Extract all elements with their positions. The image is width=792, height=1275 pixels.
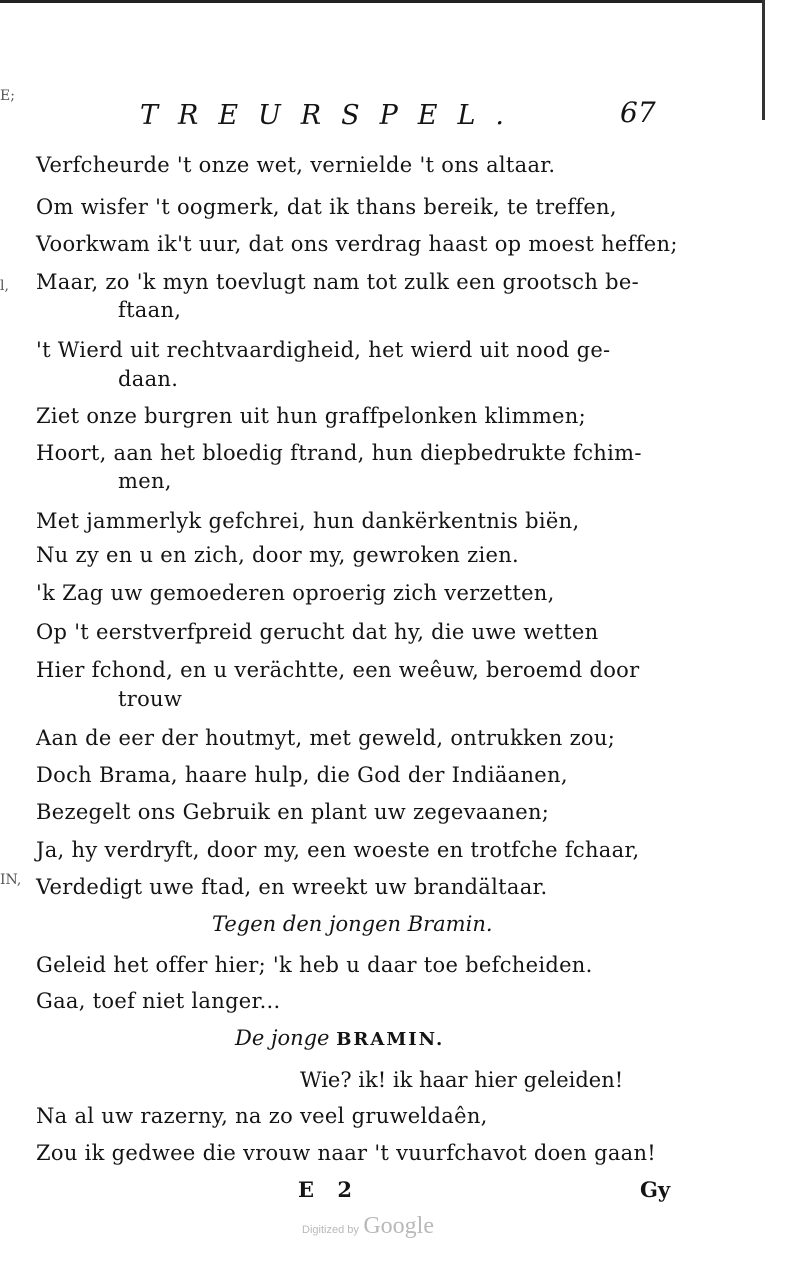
page-number: 67 xyxy=(620,96,656,129)
verse-line: Ja, hy verdryft, door my, een woeste en trotfche fchaar, xyxy=(36,838,640,862)
page-top-edge xyxy=(0,0,765,3)
verse-line: Gaa, toef niet langer... xyxy=(36,989,281,1013)
catchword: Gy xyxy=(640,1177,671,1202)
signature-mark: E 2 xyxy=(298,1177,360,1202)
watermark-small: Digitized by xyxy=(302,1224,359,1236)
speaker-name: BRAMIN. xyxy=(336,1029,445,1050)
verse-line-continuation: men, xyxy=(118,469,172,493)
verse-line: Om wisfer 't oogmerk, dat ik thans bereik, te treffen, xyxy=(36,195,617,219)
margin-fragment: E; xyxy=(0,88,15,104)
speaker-prefix: De jonge xyxy=(235,1026,330,1050)
watermark-logo: Google xyxy=(363,1213,434,1239)
verse-line: 't Wierd uit rechtvaardigheid, het wierd uit nood ge- xyxy=(36,338,611,362)
verse-line-continuation: ftaan, xyxy=(118,298,182,322)
verse-line: Zou ik gedwee die vrouw naar 't vuurfchavot doen gaan! xyxy=(36,1141,657,1165)
verse-line: 'k Zag uw gemoederen oproerig zich verzetten, xyxy=(36,581,555,605)
verse-line: Maar, zo 'k myn toevlugt nam tot zulk een grootsch be- xyxy=(36,270,640,294)
verse-line-continuation: trouw xyxy=(118,687,183,711)
margin-fragment: l, xyxy=(0,278,9,294)
verse-line: Geleid het offer hier; 'k heb u daar toe befcheiden. xyxy=(36,953,593,977)
verse-line: Na al uw razerny, na zo veel gruweldaên, xyxy=(36,1104,488,1128)
stage-direction: Tegen den jongen Bramin. xyxy=(212,912,493,936)
speaker-heading xyxy=(235,1026,444,1050)
verse-line: Verdedigt uwe ftad, en wreekt uw brandältaar. xyxy=(36,875,548,899)
verse-line: Doch Brama, haare hulp, die God der Indiäanen, xyxy=(36,763,568,787)
verse-line: Hoort, aan het bloedig ftrand, hun diepbedrukte fchim- xyxy=(36,441,642,465)
verse-line: Aan de eer der houtmyt, met geweld, ontrukken zou; xyxy=(36,726,616,750)
verse-line: Met jammerlyk gefchrei, hun dankërkentnis biën, xyxy=(36,509,580,533)
verse-line: Hier fchond, en u verächtte, een weêuw, beroemd door xyxy=(36,658,640,682)
digitization-watermark xyxy=(302,1213,434,1240)
verse-line-half: Wie? ik! ik haar hier geleiden! xyxy=(300,1068,624,1092)
verse-line: Verfcheurde 't onze wet, vernielde 't ons altaar. xyxy=(36,153,556,177)
verse-line-continuation: daan. xyxy=(118,367,179,391)
margin-fragment: IN, xyxy=(0,872,22,888)
verse-line: Voorkwam ik't uur, dat ons verdrag haast op moest heffen; xyxy=(36,232,678,256)
verse-line: Ziet onze burgren uit hun graffpelonken klimmen; xyxy=(36,404,586,428)
running-header: TREURSPEL. xyxy=(140,100,525,131)
verse-line: Op 't eerstverfpreid gerucht dat hy, die uwe wetten xyxy=(36,620,599,644)
verse-line: Bezegelt ons Gebruik en plant uw zegevaanen; xyxy=(36,800,550,824)
page-right-edge xyxy=(762,0,765,120)
verse-line: Nu zy en u en zich, door my, gewroken zien. xyxy=(36,543,520,567)
